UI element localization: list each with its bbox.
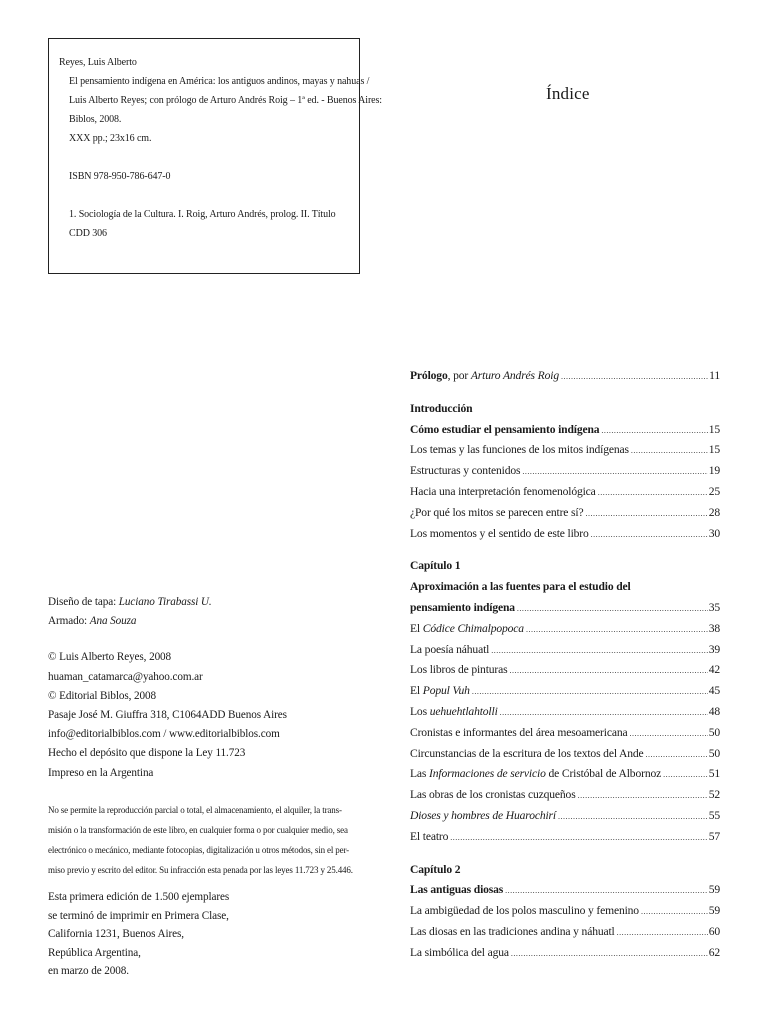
- toc-leader-dots: [491, 640, 707, 662]
- toc-page-number: 45: [708, 684, 720, 698]
- toc-entry-text: La ambigüedad de los polos masculino y femenino: [410, 904, 639, 918]
- toc-entry[interactable]: [410, 827, 720, 848]
- toc-entry[interactable]: [410, 524, 720, 545]
- catalog-title-line: Biblos, 2008.: [69, 114, 122, 125]
- toc-entry[interactable]: [410, 943, 720, 964]
- toc-entry[interactable]: [410, 901, 720, 922]
- toc-entry-text: ¿Por qué los mitos se parecen entre sí?: [410, 505, 584, 519]
- toc-entry-prologo[interactable]: [410, 366, 720, 387]
- toc-chapter-title-line: Aproximación a las fuentes para el estudio del: [410, 580, 631, 594]
- toc-entry-label: [410, 619, 524, 640]
- toc-chapter1-list: [410, 619, 720, 848]
- toc-entry[interactable]: [410, 681, 720, 702]
- toc-entry[interactable]: [410, 619, 720, 640]
- toc-page-number: 59: [708, 883, 720, 897]
- toc-entry-label: [410, 806, 556, 827]
- toc-page-number: 52: [708, 788, 720, 802]
- legal-deposit: Hecho el depósito que dispone la Ley 11.723: [48, 747, 246, 760]
- toc-page-number: 28: [708, 505, 720, 519]
- toc-entry-italic-title: Informaciones de servicio: [429, 767, 546, 781]
- toc-page-number: 48: [708, 704, 720, 718]
- toc-leader-dots: [526, 619, 708, 641]
- toc-entry-italic-title: uehuehtlahtolli: [429, 704, 498, 718]
- toc-leader-dots: [646, 744, 708, 766]
- toc-entry-label: [410, 785, 576, 806]
- toc-entry-label: [410, 901, 639, 922]
- toc-entry-label: [410, 440, 629, 461]
- toc-page-number: 15: [708, 422, 720, 436]
- toc-entry-label: Prólogo: [410, 369, 448, 382]
- toc-entry-label: Las antiguas diosas: [410, 883, 504, 897]
- toc-entry-label: [410, 702, 498, 723]
- toc-entry-sep: , por: [447, 369, 471, 382]
- author-email-link[interactable]: huaman_catamarca@yahoo.com.ar: [48, 670, 203, 683]
- toc-entry-text: Las: [410, 767, 430, 781]
- cover-design-label: Diseño de tapa:: [48, 596, 119, 608]
- colophon: [48, 888, 368, 981]
- table-of-contents: [410, 366, 720, 964]
- layout-name: Ana Souza: [89, 615, 137, 628]
- publisher-address: Pasaje José M. Giuffra 318, C1064ADD Buenos Aires: [48, 709, 287, 722]
- legal-line: electrónico o mecánico, mediante fotocopias, digitalización u otros métodos, sin el per-: [48, 845, 350, 855]
- toc-entry-label: [410, 922, 615, 943]
- toc-entry-label: [410, 764, 661, 785]
- toc-chapter-heading: Capítulo 2: [410, 862, 461, 876]
- catalog-title-line: El pensamiento indígena en América: los antiguos andinos, mayas y nahuas /: [69, 76, 370, 87]
- legal-line: miso previo y escrito del editor. Su infracción esta penada por las leyes 11.723 y 25.446.: [48, 865, 353, 875]
- colophon-line: California 1231, Buenos Aires,: [48, 928, 184, 941]
- toc-leader-dots: [585, 503, 707, 525]
- toc-entry-text: Cómo estudiar el pensamiento indígena: [410, 422, 600, 436]
- toc-entry[interactable]: [410, 744, 720, 765]
- toc-entry-label: [410, 524, 589, 545]
- toc-entry-author: Arturo Andrés Roig: [470, 369, 559, 382]
- toc-page-number: 55: [708, 808, 720, 822]
- toc-leader-dots: [631, 440, 708, 462]
- toc-entry[interactable]: [410, 461, 720, 482]
- toc-entry-label: [410, 827, 448, 848]
- colophon-line: República Argentina,: [48, 946, 141, 959]
- catalog-card: [48, 38, 382, 274]
- toc-entry-label: [410, 681, 470, 702]
- toc-page-number: 51: [708, 767, 720, 781]
- toc-entry[interactable]: [410, 806, 720, 827]
- catalog-subjects: 1. Sociología de la Cultura. I. Roig, Arturo Andrés, prolog. II. Título: [69, 209, 336, 220]
- copyright-publisher: © Editorial Biblos, 2008: [48, 689, 157, 702]
- toc-leader-dots: [561, 366, 708, 388]
- copyright-author: © Luis Alberto Reyes, 2008: [48, 651, 172, 664]
- toc-leader-dots: [558, 806, 708, 828]
- toc-entry[interactable]: [410, 660, 720, 681]
- toc-entry[interactable]: [410, 702, 720, 723]
- printed-in: Impreso en la Argentina: [48, 766, 154, 779]
- toc-leader-dots: [500, 702, 708, 724]
- toc-entry-text: Las diosas en las tradiciones andina y náhuatl: [410, 924, 615, 938]
- toc-page-number: 35: [708, 600, 720, 614]
- cover-design-credit: [48, 593, 368, 612]
- toc-entry-text: Los temas y las funciones de los mitos indígenas: [410, 443, 629, 457]
- toc-entry-text: Cronistas e informantes del área mesoamericana: [410, 725, 628, 739]
- toc-entry-label: [410, 461, 520, 482]
- toc-entry[interactable]: [410, 723, 720, 744]
- toc-leader-dots: [450, 827, 707, 849]
- toc-entry-text: Los: [410, 704, 430, 718]
- catalog-title-line: Luis Alberto Reyes; con prólogo de Arturo Andrés Roig – 1ª ed. - Buenos Aires:: [69, 95, 382, 106]
- legal-line: misión o la transformación de este libro, en cualquier forma o por cualquier medio, sea: [48, 825, 348, 835]
- toc-leader-dots: [578, 785, 708, 807]
- toc-entry[interactable]: [410, 503, 720, 524]
- toc-page-number: 42: [708, 663, 720, 677]
- toc-chapter2-list: [410, 901, 720, 963]
- layout-label: Armado:: [48, 615, 90, 628]
- toc-entry-text: Las obras de los cronistas cuzqueños: [410, 788, 576, 802]
- toc-entry[interactable]: [410, 482, 720, 503]
- toc-entry-label: [410, 482, 596, 503]
- toc-entry-chapter2-title[interactable]: [410, 880, 720, 901]
- catalog-author: Reyes, Luis Alberto: [59, 57, 137, 68]
- toc-page-number: 30: [708, 526, 720, 540]
- cover-design-name: Luciano Tirabassi U.: [118, 596, 212, 608]
- toc-leader-dots: [522, 461, 707, 483]
- toc-leader-dots: [629, 723, 707, 745]
- toc-entry-label: [410, 744, 644, 765]
- toc-intro-list: [410, 420, 720, 545]
- toc-entry-label: [410, 640, 489, 661]
- toc-entry-label: pensamiento indígena: [410, 600, 515, 614]
- toc-entry-label: [410, 660, 508, 681]
- toc-entry-italic-title: Códice Chimalpopoca: [422, 621, 524, 635]
- toc-page-number: 19: [708, 464, 720, 478]
- toc-page-number: 11: [709, 369, 720, 382]
- toc-entry-text: La poesía náhuatl: [410, 642, 490, 656]
- colophon-line: en marzo de 2008.: [48, 965, 129, 978]
- catalog-physical: XXX pp.; 23x16 cm.: [69, 133, 152, 144]
- catalog-cdd: CDD 306: [69, 228, 107, 239]
- toc-entry[interactable]: [410, 764, 720, 785]
- layout-credit: [48, 612, 368, 631]
- toc-leader-dots: [505, 880, 708, 902]
- toc-page-number: 60: [708, 924, 720, 938]
- toc-page-number: 38: [708, 621, 720, 635]
- toc-page-number: 59: [708, 904, 720, 918]
- toc-entry[interactable]: [410, 785, 720, 806]
- toc-entry-italic-title: Dioses y hombres de Huarochirí: [410, 808, 556, 822]
- toc-leader-dots: [617, 922, 708, 944]
- toc-entry-text: de Cristóbal de Albornoz: [545, 767, 662, 781]
- toc-entry-label: [410, 503, 583, 524]
- toc-entry-label: [410, 723, 627, 744]
- toc-entry-text: El teatro: [410, 829, 449, 843]
- toc-page-number: 50: [708, 746, 720, 760]
- index-title: Índice: [546, 84, 590, 103]
- legal-notice: [48, 800, 360, 880]
- toc-chapter-heading: Capítulo 1: [410, 559, 461, 573]
- toc-entry-text: Estructuras y contenidos: [410, 464, 521, 478]
- colophon-line: se terminó de imprimir en Primera Clase,: [48, 909, 229, 922]
- toc-leader-dots: [510, 660, 708, 682]
- toc-section-heading: Introducción: [410, 401, 473, 415]
- toc-entry[interactable]: [410, 440, 720, 461]
- toc-leader-dots: [641, 901, 708, 923]
- toc-page-number: 50: [708, 725, 720, 739]
- toc-entry-text: Los libros de pinturas: [410, 663, 508, 677]
- toc-entry-text: El: [410, 684, 423, 698]
- catalog-isbn: ISBN 978-950-786-647-0: [69, 171, 171, 182]
- toc-leader-dots: [591, 524, 708, 546]
- toc-page-number: 25: [708, 484, 720, 498]
- legal-line: No se permite la reproducción parcial o total, el almacenamiento, el alquiler, la trans-: [48, 805, 342, 815]
- toc-page-number: 62: [708, 945, 720, 959]
- toc-page-number: 57: [708, 829, 720, 843]
- toc-entry-label: [410, 420, 599, 441]
- toc-entry-chapter1-title[interactable]: [410, 598, 720, 619]
- publisher-contact-link[interactable]: info@editorialbiblos.com / www.editorialbiblos.com: [48, 728, 280, 741]
- toc-entry-label: [410, 943, 509, 964]
- toc-page-number: 15: [708, 443, 720, 457]
- toc-entry-text: El: [410, 621, 423, 635]
- toc-leader-dots: [601, 420, 707, 442]
- toc-entry-text: Circunstancias de la escritura de los textos del Ande: [410, 746, 644, 760]
- colophon-line: Esta primera edición de 1.500 ejemplares: [48, 891, 230, 903]
- toc-leader-dots: [511, 943, 708, 965]
- toc-page-number: 39: [708, 642, 720, 656]
- toc-leader-dots: [472, 681, 708, 703]
- toc-entry-italic-title: Popul Vuh: [422, 684, 470, 698]
- toc-entry[interactable]: [410, 922, 720, 943]
- toc-entry-text: Hacia una interpretación fenomenológica: [410, 484, 596, 498]
- toc-entry[interactable]: [410, 640, 720, 661]
- toc-leader-dots: [517, 598, 708, 620]
- toc-entry-text: La simbólica del agua: [410, 945, 509, 959]
- credits-block: [48, 593, 368, 783]
- toc-entry-text: Los momentos y el sentido de este libro: [410, 526, 589, 540]
- toc-leader-dots: [598, 482, 708, 504]
- toc-leader-dots: [663, 764, 708, 786]
- toc-entry[interactable]: [410, 420, 720, 441]
